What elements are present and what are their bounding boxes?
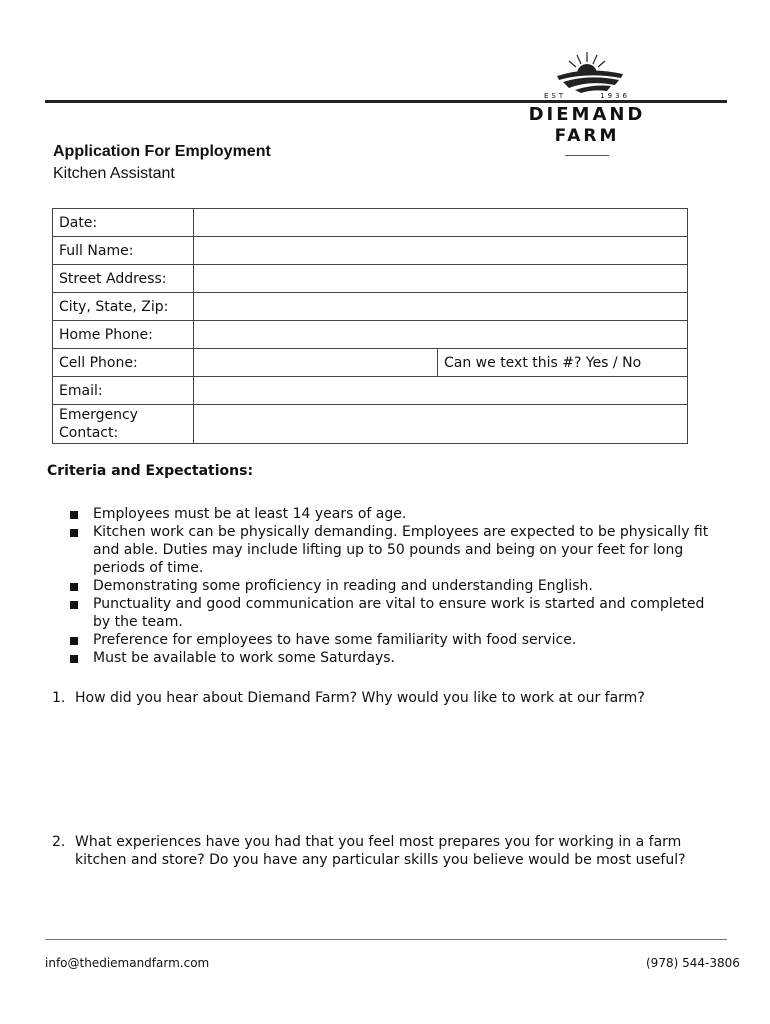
bullet-icon xyxy=(70,529,78,537)
question-number: 1. xyxy=(52,690,66,706)
criteria-heading: Criteria and Expectations: xyxy=(47,463,254,479)
established-text: EST 1936 xyxy=(544,92,630,100)
full-name-label: Full Name: xyxy=(53,237,194,265)
cell-phone-field[interactable] xyxy=(194,349,438,377)
bullet-icon xyxy=(70,637,78,645)
logo-name-line2: FARM xyxy=(554,126,620,146)
date-field[interactable] xyxy=(194,209,688,237)
table-row xyxy=(53,237,688,265)
footer-rule xyxy=(45,939,727,940)
logo-underline xyxy=(565,155,609,156)
footer-phone: (978) 544-3806 xyxy=(646,956,740,970)
question-2 xyxy=(52,833,722,869)
bullet-icon xyxy=(70,655,78,663)
table-row xyxy=(53,209,688,237)
table-row xyxy=(53,349,688,377)
email-field[interactable] xyxy=(194,377,688,405)
list-item: Demonstrating some proficiency in reading and understanding English. xyxy=(70,577,710,595)
street-address-label: Street Address: xyxy=(53,265,194,293)
footer-email: info@thediemandfarm.com xyxy=(45,956,210,970)
list-item: Preference for employees to have some familiarity with food service. xyxy=(70,631,710,649)
table-row xyxy=(53,293,688,321)
cell-phone-label: Cell Phone: xyxy=(53,349,194,377)
page-title: Application For Employment xyxy=(53,143,271,160)
question-number: 2. xyxy=(52,834,66,850)
logo-name-line1: DIEMAND xyxy=(528,104,646,125)
city-state-zip-label: City, State, Zip: xyxy=(53,293,194,321)
text-permission-question[interactable]: Can we text this #? Yes / No xyxy=(438,349,688,377)
email-label: Email: xyxy=(53,377,194,405)
list-item: Must be available to work some Saturdays. xyxy=(70,649,710,667)
table-row xyxy=(53,321,688,349)
emergency-contact-label: Emergency Contact: xyxy=(53,405,194,444)
home-phone-label: Home Phone: xyxy=(53,321,194,349)
table-row xyxy=(53,405,688,444)
bullet-icon xyxy=(70,511,78,519)
full-name-field[interactable] xyxy=(194,237,688,265)
list-item: Employees must be at least 14 years of age. xyxy=(70,505,710,523)
diemand-farm-logo xyxy=(522,48,652,160)
list-item: Punctuality and good communication are vital to ensure work is started and completed by the team. xyxy=(70,595,710,631)
bullet-icon xyxy=(70,583,78,591)
emergency-contact-field[interactable] xyxy=(194,405,688,444)
city-state-zip-field[interactable] xyxy=(194,293,688,321)
farm-sun-fields-icon xyxy=(537,48,637,94)
home-phone-field[interactable] xyxy=(194,321,688,349)
bullet-icon xyxy=(70,601,78,609)
list-item: Kitchen work can be physically demanding. Employees are expected to be physically fit and able. Duties may include lifting up to 50 pounds and being on your feet for long periods of time. xyxy=(70,523,710,577)
question-1 xyxy=(52,689,722,707)
applicant-info-table xyxy=(52,208,688,444)
question-text: How did you hear about Diemand Farm? Why would you like to work at our farm? xyxy=(75,690,645,706)
question-text: What experiences have you had that you feel most prepares you for working in a farm kitchen and store? Do you have any particular skills you believe would be most useful? xyxy=(75,834,686,868)
criteria-list xyxy=(70,505,710,667)
page-subtitle: Kitchen Assistant xyxy=(53,165,175,182)
table-row xyxy=(53,377,688,405)
street-address-field[interactable] xyxy=(194,265,688,293)
date-label: Date: xyxy=(53,209,194,237)
table-row xyxy=(53,265,688,293)
